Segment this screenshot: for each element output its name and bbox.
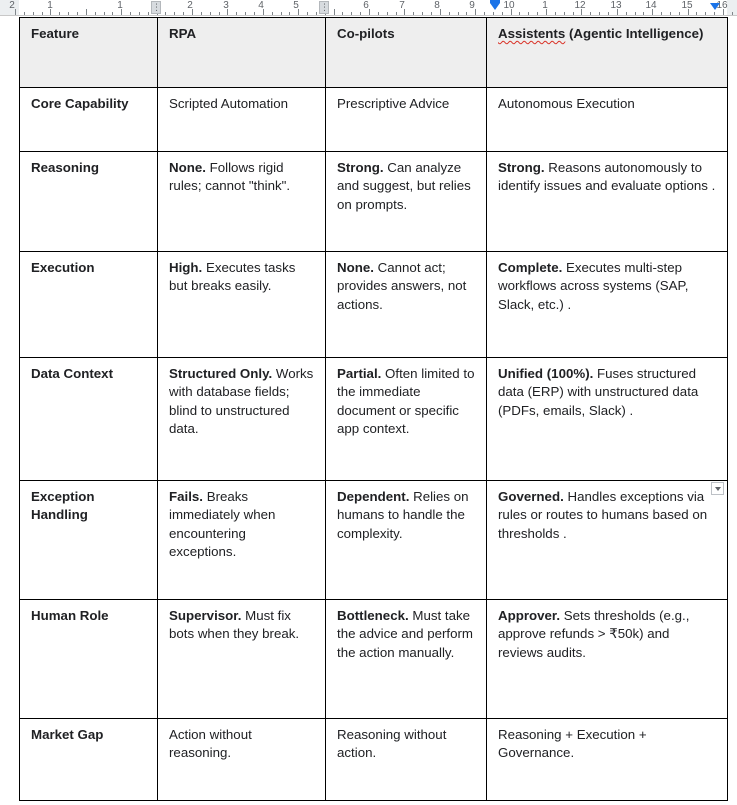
cell-lead: Structured Only.: [169, 366, 273, 381]
cell-lead: Bottleneck.: [337, 608, 409, 623]
header-assistents-rest: (Agentic Intelligence): [565, 26, 704, 41]
cell-lead: None.: [169, 160, 206, 175]
cell-lead: Approver.: [498, 608, 561, 623]
cell-assistents[interactable]: [487, 481, 728, 600]
table-row: [20, 252, 728, 358]
cell-text: Action without reasoning.: [169, 727, 252, 761]
ruler-number: 9: [469, 0, 475, 11]
ruler-number: 16: [716, 0, 728, 11]
cell-rpa[interactable]: [158, 152, 326, 252]
cell-rpa[interactable]: [158, 481, 326, 600]
cell-text: Sets thresholds (e.g., approve refunds > ₹50k) and reviews audits.: [498, 608, 690, 660]
header-rpa[interactable]: RPA: [158, 18, 326, 88]
ruler-number: 10: [503, 0, 515, 11]
cell-copilots[interactable]: [326, 152, 487, 252]
cell-text: Relies on humans to handle the complexity.: [337, 489, 469, 541]
row-label[interactable]: Data Context: [20, 358, 158, 481]
cell-text: Reasons autonomously to identify issues and evaluate options .: [498, 160, 716, 194]
ruler-number: 5: [293, 0, 299, 11]
ruler-number: 8: [434, 0, 440, 11]
cell-text: Prescriptive Advice: [337, 96, 450, 111]
cell-options-dropdown-icon[interactable]: [711, 482, 724, 495]
table-row: [20, 481, 728, 600]
cell-copilots[interactable]: [326, 358, 487, 481]
table-row: [20, 600, 728, 719]
comparison-table: [19, 17, 728, 801]
row-label[interactable]: Core Capability: [20, 88, 158, 152]
cell-rpa[interactable]: [158, 252, 326, 358]
row-label[interactable]: Exception Handling: [20, 481, 158, 600]
column-resize-handle[interactable]: ⋮: [152, 2, 161, 12]
cell-text: Often limited to the immediate document or specific app context.: [337, 366, 475, 437]
table-header-row: [20, 18, 728, 88]
row-label[interactable]: Reasoning: [20, 152, 158, 252]
cell-text: Cannot act; provides answers, not actions.: [337, 260, 467, 312]
misspelled-word[interactable]: Assistents: [498, 26, 566, 41]
cell-assistents[interactable]: [487, 88, 728, 152]
ruler-number: 1: [117, 0, 123, 11]
horizontal-ruler[interactable]: [0, 0, 737, 16]
cell-text: Must take the advice and perform the action manually.: [337, 608, 474, 660]
cell-rpa[interactable]: [158, 358, 326, 481]
cell-assistents[interactable]: [487, 152, 728, 252]
cell-text: Handles exceptions via rules or routes to humans based on thresholds .: [498, 489, 708, 541]
cell-text: Executes multi-step workflows across systems (SAP, Slack, etc.) .: [498, 260, 689, 312]
cell-text: Must fix bots when they break.: [169, 608, 300, 642]
table-row: [20, 152, 728, 252]
ruler-baseline: [0, 15, 737, 16]
ruler-number: 1: [47, 0, 53, 11]
cell-text: Follows rigid rules; cannot "think".: [169, 160, 291, 194]
ruler-number: 2: [187, 0, 193, 11]
cell-lead: Supervisor.: [169, 608, 242, 623]
ruler-number: 15: [681, 0, 693, 11]
ruler-number: 12: [574, 0, 586, 11]
cell-copilots[interactable]: [326, 252, 487, 358]
cell-lead: None.: [337, 260, 374, 275]
cell-text: Fuses structured data (ERP) with unstructured data (PDFs, emails, Slack) .: [498, 366, 699, 418]
cell-text: Reasoning without action.: [337, 727, 447, 761]
row-label[interactable]: Market Gap: [20, 719, 158, 801]
header-assistents[interactable]: [487, 18, 728, 88]
cell-lead: Fails.: [169, 489, 203, 504]
cell-assistents[interactable]: [487, 600, 728, 719]
ruler-number: 14: [645, 0, 657, 11]
header-copilots[interactable]: Co-pilots: [326, 18, 487, 88]
ruler-number: 1: [542, 0, 548, 11]
cell-copilots[interactable]: [326, 600, 487, 719]
row-label[interactable]: Execution: [20, 252, 158, 358]
ruler-number: 3: [223, 0, 229, 11]
ruler-number: 7: [399, 0, 405, 11]
cell-copilots[interactable]: [326, 88, 487, 152]
left-indent-marker[interactable]: [490, 3, 500, 10]
cell-lead: Partial.: [337, 366, 382, 381]
cell-assistents[interactable]: [487, 719, 728, 801]
header-feature[interactable]: Feature: [20, 18, 158, 88]
ruler-number: 13: [610, 0, 622, 11]
ruler-number: 4: [258, 0, 264, 11]
ruler-number: 6: [363, 0, 369, 11]
cell-text: Scripted Automation: [169, 96, 289, 111]
cell-rpa[interactable]: [158, 88, 326, 152]
table-row: [20, 88, 728, 152]
cell-copilots[interactable]: [326, 719, 487, 801]
cell-assistents[interactable]: [487, 358, 728, 481]
table-row: [20, 719, 728, 801]
cell-lead: Dependent.: [337, 489, 410, 504]
cell-text: Executes tasks but breaks easily.: [169, 260, 296, 294]
table-row: [20, 358, 728, 481]
ruler-number: 2: [9, 0, 15, 11]
cell-text: Autonomous Execution: [498, 96, 635, 111]
column-resize-handle[interactable]: ⋮: [320, 2, 329, 12]
cell-text: Works with database fields; blind to unstructured data.: [169, 366, 314, 437]
cell-lead: Unified (100%).: [498, 366, 594, 381]
cell-lead: High.: [169, 260, 203, 275]
cell-lead: Governed.: [498, 489, 564, 504]
cell-assistents[interactable]: [487, 252, 728, 358]
right-indent-marker[interactable]: [710, 3, 720, 10]
cell-rpa[interactable]: [158, 719, 326, 801]
cell-copilots[interactable]: [326, 481, 487, 600]
cell-lead: Strong.: [498, 160, 545, 175]
cell-text: Can analyze and suggest, but relies on prompts.: [337, 160, 471, 212]
row-label[interactable]: Human Role: [20, 600, 158, 719]
cell-lead: Complete.: [498, 260, 563, 275]
cell-text: Breaks immediately when encountering exceptions.: [169, 489, 276, 560]
cell-rpa[interactable]: [158, 600, 326, 719]
cell-lead: Strong.: [337, 160, 384, 175]
cell-text: Reasoning + Execution + Governance.: [498, 727, 647, 761]
